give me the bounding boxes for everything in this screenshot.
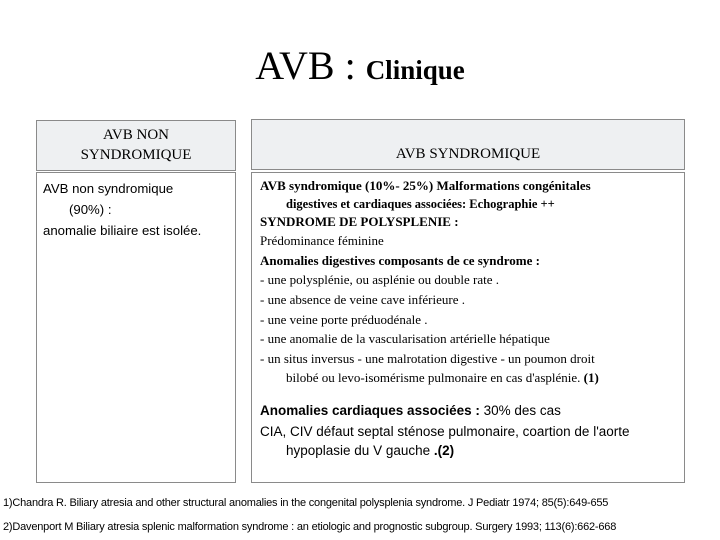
intro-line1: AVB syndromique (10%- 25%) Malformations congénitales: [260, 178, 591, 193]
left-header-line2: SYNDROMIQUE: [80, 147, 192, 163]
list-item-continuation-text: bilobé ou levo-isomérisme pulmonaire en cas d'asplénie.: [286, 370, 581, 386]
left-header-line1: AVB NON: [103, 127, 169, 143]
title-main: AVB: [255, 43, 335, 88]
right-column-body: [251, 172, 685, 483]
cardiaques-value: 30% des cas: [479, 402, 561, 418]
anomalies-digestives-heading: Anomalies digestives composants de ce syndrome :: [260, 252, 540, 268]
reference-2: 2)Davenport M Biliary atresia splenic malformation syndrome : an etiologic and prognostic subgroup. Surgery 1993; 113(6):662-668: [3, 521, 617, 533]
list-item: - une absence de veine cave inférieure .: [260, 291, 465, 307]
list-item: - une anomalie de la vascularisation artérielle hépatique: [260, 331, 550, 347]
cia-line2: [260, 442, 680, 460]
cardiaques-label: Anomalies cardiaques associées :: [260, 402, 480, 418]
left-body-line2: (90%) :: [69, 202, 112, 217]
predominance-line: Prédominance féminine: [260, 233, 384, 249]
cardiaques-line: [260, 400, 680, 422]
list-item-continuation: [260, 368, 680, 388]
ref1-marker: (1): [583, 370, 599, 386]
page-title: [0, 40, 720, 96]
left-column-header: [36, 120, 236, 171]
right-column-header: [251, 119, 685, 170]
title-sub: Clinique: [365, 55, 465, 85]
cia-line1: CIA, CIV défaut septal sténose pulmonaire, coartion de l'aorte: [260, 423, 630, 439]
intro-line2: digestives et cardiaques associées: Echographie ++: [286, 196, 555, 211]
left-body-line3: anomalie biliaire est isolée.: [43, 223, 202, 238]
list-item: - une polysplénie, ou asplénie ou double rate .: [260, 272, 499, 288]
cia-line2-text: hypoplasie du V gauche: [286, 442, 431, 458]
left-column-body: [36, 172, 236, 483]
polysplenie-heading: SYNDROME DE POLYSPLENIE :: [260, 213, 459, 229]
left-body-line1: AVB non syndromique: [43, 181, 174, 196]
list-item: - une veine porte préduodénale .: [260, 311, 428, 327]
right-header-text: AVB SYNDROMIQUE: [395, 146, 541, 162]
list-item: - un situs inversus - une malrotation digestive - un poumon droit: [260, 350, 595, 366]
title-separator: :: [334, 43, 366, 88]
reference-1: 1)Chandra R. Biliary atresia and other structural anomalies in the congenital polysplenia syndrome. J Pediatr 1974; 85(5):649-655: [3, 497, 609, 509]
ref2-marker: .(2): [430, 442, 455, 458]
spacer: [260, 388, 680, 400]
